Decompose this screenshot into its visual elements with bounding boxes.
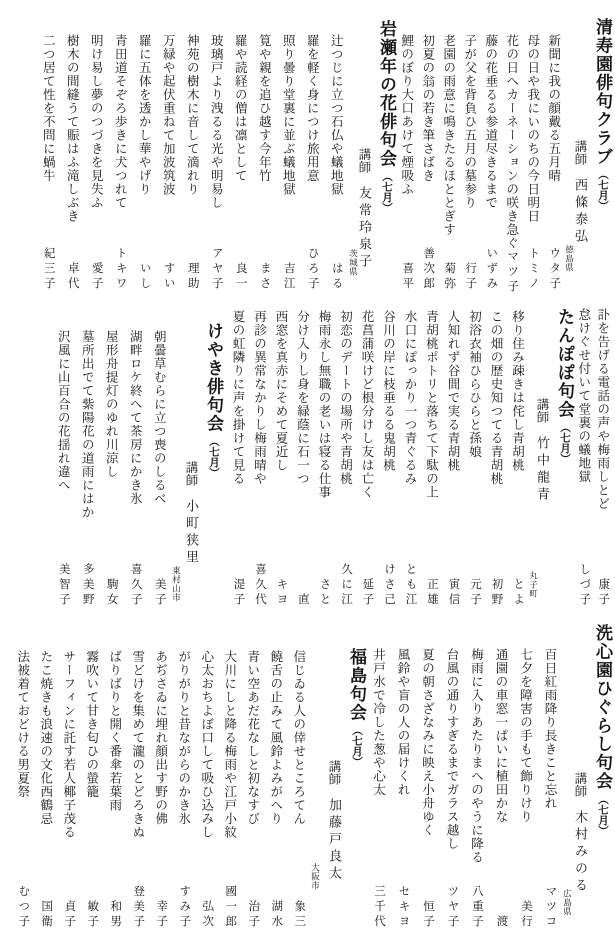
poem-text: 湖畔ロケ終へて茶房にかき氷 xyxy=(128,330,143,506)
poem-author: 湖水 xyxy=(270,900,283,930)
poem-column xyxy=(440,614,465,930)
poem-author: 多美野 xyxy=(81,563,94,608)
poem-column xyxy=(204,12,228,292)
poem-column xyxy=(51,296,75,608)
poem-author: マツ子 xyxy=(506,250,519,295)
section-title-group xyxy=(310,614,366,930)
poem-author: 初野 xyxy=(490,578,503,608)
poem-text: 沢風に山百合の花揺れ違へ xyxy=(56,330,71,492)
poem-text: 花の日へカーネーションの咲き急ぐ xyxy=(504,34,519,250)
poem-author: 恒子 xyxy=(422,900,434,930)
poem-column xyxy=(399,296,421,608)
poem-author: ひろ子 xyxy=(306,247,319,292)
section-title: 福島句会（七月） xyxy=(347,648,366,767)
poem-author: 理助 xyxy=(186,262,199,292)
poem-column xyxy=(543,12,564,292)
poem-text: 水口にぽっかり一つ青ぐるみ xyxy=(403,310,417,486)
month-label: （七月） xyxy=(597,793,608,836)
poem-column xyxy=(252,12,276,292)
section-title-group xyxy=(171,296,223,608)
poem-column xyxy=(75,296,99,608)
poem-column xyxy=(324,12,348,292)
poem-author: さと xyxy=(318,578,331,608)
poem-text: 井戸水で冷した葱や心太 xyxy=(371,648,386,797)
poem-text: 霧吹いて甘き匂ひの螢籠 xyxy=(84,650,99,799)
lecturer-line xyxy=(185,461,199,567)
poem-text: 万緑や起伏重ねて加波筑波 xyxy=(161,34,176,196)
section-fukushima xyxy=(11,614,366,930)
poem-author: 紀三子 xyxy=(42,247,55,292)
poem-column xyxy=(464,614,489,930)
poem-author: いし xyxy=(138,262,151,292)
poem-column xyxy=(459,12,480,292)
section-title-group xyxy=(348,12,396,292)
poem-author: 美子 xyxy=(153,578,166,608)
lecturer-line xyxy=(574,772,588,895)
poem-author: むつ子 xyxy=(17,885,30,930)
poem-text: がりがりと昔ながらのかき氷 xyxy=(176,650,191,826)
poem-text: 風鈴や盲の人の届けくれ xyxy=(396,648,410,797)
poem-column xyxy=(156,12,180,292)
poem-column xyxy=(180,12,204,292)
poem-author: 正雄 xyxy=(426,578,438,608)
poem-author: 貞子 xyxy=(63,900,76,930)
month-label: （七月） xyxy=(381,171,392,213)
poem-column xyxy=(218,614,241,930)
poem-column xyxy=(421,296,443,608)
poem-column xyxy=(132,12,156,292)
poem-column xyxy=(84,12,108,292)
poem-author: 菊弥 xyxy=(443,262,456,292)
region-label: 茨城県 xyxy=(348,249,359,276)
poem-text: 怠けぐせ付いて堂裏の蟻地獄 xyxy=(576,308,591,484)
poem-column xyxy=(36,12,60,292)
section-iwase-continued xyxy=(574,296,612,608)
poem-author: 卓代 xyxy=(66,262,79,292)
poem-column xyxy=(391,614,416,930)
lecturer-name: 加藤戸良太 xyxy=(327,798,342,883)
poem-text: 訃を告げる電話の声や梅雨しとど xyxy=(595,308,610,511)
region-label: 大阪市 xyxy=(310,863,321,890)
poem-text: 饒舌の止みて風鈴よみがへり xyxy=(268,650,283,826)
poem-text: 通園の車窓一ぱいに植田かな xyxy=(494,648,508,824)
poem-text: 梅雨に入りあたりまへのやうに降る xyxy=(469,648,484,864)
poem-column xyxy=(574,296,593,608)
poem-author: 八重子 xyxy=(471,885,483,930)
poem-author: すみ子 xyxy=(178,885,191,930)
poem-author: 弘次 xyxy=(201,900,214,930)
poem-author: 元子 xyxy=(469,578,481,608)
section-title: たんぽぽ句会（七月） xyxy=(555,308,574,464)
poem-column xyxy=(228,12,252,292)
poem-text: 夏の朝さざなみに映え小舟ゆく xyxy=(420,648,435,837)
poem-column xyxy=(103,614,126,930)
poem-text: たこ焼きも浪速の文化西鶴忌 xyxy=(38,650,53,826)
poem-author: マツコ xyxy=(544,885,557,930)
poem-column xyxy=(415,614,440,930)
poem-author: 三千代 xyxy=(373,885,385,930)
poem-text: 筧や親を追ひ越す今年竹 xyxy=(257,34,272,183)
poem-text: 信じゐる人の倖せところてん xyxy=(291,650,306,826)
poem-text: 谷川の岸に枝垂るる鬼胡桃 xyxy=(381,310,396,472)
poem-author: 敏子 xyxy=(86,900,99,930)
poem-text: 青い空あだ花なしと初なすび xyxy=(245,650,260,826)
poem-text: 初夏の翁の若き筆さばき xyxy=(420,34,435,183)
lecturer-label: 講師 xyxy=(184,461,198,486)
section-iwase xyxy=(36,12,396,292)
lecturer-label: 講師 xyxy=(573,140,587,165)
poem-column xyxy=(57,614,80,930)
lecturer-line xyxy=(358,148,372,271)
poem-column xyxy=(123,296,147,608)
poem-column xyxy=(335,296,357,608)
poem-author: 吉江 xyxy=(282,262,295,292)
poem-column xyxy=(442,296,464,608)
poem-author: 治子 xyxy=(247,900,260,930)
poem-column xyxy=(80,614,103,930)
poem-column xyxy=(396,12,417,292)
poem-author: キヨ xyxy=(275,578,288,608)
lecturer-name: 西條泰弘 xyxy=(573,178,588,246)
lecturer-line xyxy=(574,140,588,246)
poem-column xyxy=(513,614,538,930)
poem-author: 喜久子 xyxy=(129,563,142,608)
lecturer-label: 講師 xyxy=(535,398,549,423)
poem-text: 再診の異常なかりし梅雨晴や xyxy=(252,310,267,486)
poem-author: 康子 xyxy=(597,578,610,608)
poem-column xyxy=(276,12,300,292)
poem-column xyxy=(126,614,149,930)
poem-column xyxy=(464,296,486,608)
poem-text: 玻璃戸より洩るる光や明易し xyxy=(209,34,224,210)
poem-author: すい xyxy=(162,262,175,292)
poem-author: 直 xyxy=(297,593,309,608)
poem-text: 梅雨永し無職の老いは寝る仕事 xyxy=(317,310,331,499)
poem-author: 美行 xyxy=(520,900,532,930)
poem-text: 鯉のぼり大口あけて煙吸ふ xyxy=(399,34,414,196)
poem-text: 朝曇草むらに立つ喪のしるべ xyxy=(152,330,167,506)
poem-text: 羅に五体を透かし華やげり xyxy=(137,34,152,196)
poem-author: セキヨ xyxy=(397,885,410,930)
poem-text: 雪どけを集めて瀧のとどろきぬ xyxy=(130,650,145,839)
poem-text: ばりばりと開く番傘若葉雨 xyxy=(107,650,122,812)
section-title: 岩瀬年の花俳句会（七月） xyxy=(377,20,396,213)
poem-author: 駒女 xyxy=(105,578,118,608)
poem-column xyxy=(270,296,292,608)
poem-column xyxy=(417,12,438,292)
region-label: 徳島県 xyxy=(564,245,575,272)
poem-column xyxy=(195,614,218,930)
poem-author: 渡 xyxy=(495,915,508,930)
poem-text: 心太おちよぼ口して吸ひ込みし xyxy=(199,650,214,839)
section-tanpopo xyxy=(227,296,574,608)
poem-text: 明け易し夢のつづきを見失ふ xyxy=(89,34,104,210)
poem-author: 登美子 xyxy=(132,885,145,930)
poem-author: 延子 xyxy=(361,578,374,608)
poem-column xyxy=(300,12,324,292)
poem-column xyxy=(438,12,459,292)
band-middle xyxy=(3,296,612,608)
poem-author: トキワ xyxy=(114,247,127,292)
poem-text: 老園の雨意に鳴きたるほととぎす xyxy=(441,34,456,237)
poem-column xyxy=(287,614,310,930)
poem-column xyxy=(522,12,543,292)
section-title: けやき俳句会（七月） xyxy=(204,322,223,478)
poem-column xyxy=(34,614,57,930)
poem-text: 屋形舟提灯のゆれ川涼し xyxy=(104,330,119,479)
poem-column xyxy=(356,296,378,608)
poem-author: はる xyxy=(330,262,343,292)
poem-author: ツヤ子 xyxy=(446,885,459,930)
month-label: （七月） xyxy=(208,436,219,478)
poem-text: 神苑の樹木に音して滴れり xyxy=(185,34,200,196)
lecturer-label: 講師 xyxy=(573,772,587,797)
poem-author: 良一 xyxy=(234,262,247,292)
poem-column xyxy=(241,614,264,930)
lecturer-label: 講師 xyxy=(357,148,371,173)
poem-text: 照り曇り堂裏に並ぶ蟻地獄 xyxy=(281,34,296,196)
month-label: （七月） xyxy=(559,422,570,464)
poem-author: トミノ xyxy=(527,247,540,292)
poem-text: 二つ居て性を不問に蝸牛 xyxy=(41,34,56,183)
region-label: 丸子町 xyxy=(528,571,539,598)
poem-author: ウタ子 xyxy=(548,247,561,292)
poem-column xyxy=(149,614,172,930)
poem-text: 樹木の間縫うて賑はふ滝しぶき xyxy=(65,34,80,223)
poem-text: 新聞に我の顔戴る五月晴 xyxy=(546,34,561,183)
poem-author: 象三 xyxy=(293,900,306,930)
poem-text: サーフィンに託す若人椰子茂る xyxy=(61,650,76,839)
poem-column xyxy=(249,296,271,608)
section-title-group xyxy=(564,12,612,292)
poem-column xyxy=(507,296,529,608)
poem-column xyxy=(172,614,195,930)
band-bottom xyxy=(3,614,612,930)
lecturer-name: 友常玲泉子 xyxy=(357,186,372,271)
poem-text: 台風の通りすぎるまでガラス越し xyxy=(445,648,459,851)
poem-column xyxy=(227,296,249,608)
poem-column xyxy=(593,296,612,608)
poem-author: 幸子 xyxy=(155,900,168,930)
section-keyaki xyxy=(51,296,223,608)
poem-author: 寅信 xyxy=(447,578,460,608)
lecturer-label: 講師 xyxy=(327,760,341,785)
poem-column xyxy=(485,296,507,608)
poem-author: アヤ子 xyxy=(210,247,223,292)
poem-author: しづ子 xyxy=(578,563,591,608)
section-senshinen xyxy=(366,614,612,930)
section-title: 清寿園俳句クラブ（七月） xyxy=(593,18,612,211)
poem-column xyxy=(147,296,171,608)
poem-column xyxy=(501,12,522,295)
poem-text: 初浴衣袖ひらひらと孫娘 xyxy=(467,310,482,459)
lecturer-name: 竹中龍青 xyxy=(535,436,550,504)
poem-text: 七夕を障害の手もて飾りけり xyxy=(518,648,533,824)
poem-author: 喜久代 xyxy=(254,563,266,608)
poem-text: あぢさゐに埋れ顔出す野の佛 xyxy=(153,650,168,826)
poem-column xyxy=(11,614,34,930)
poem-text: 百日紅雨降り長きこと忘れ xyxy=(543,648,557,810)
poem-text: 分け入りし身を緑蔭に石一つ xyxy=(295,310,310,486)
section-title-group xyxy=(562,614,612,930)
lecturer-line xyxy=(536,398,550,504)
poem-author: まさ xyxy=(258,262,271,292)
poem-text: 大川にしと降る梅雨や江戸小紋 xyxy=(222,650,237,839)
poem-column xyxy=(264,614,287,930)
poem-text: 子が父を背負ひ五月の墓参り xyxy=(462,34,477,210)
poem-column xyxy=(99,296,123,608)
poem-text: 花菖蒲咲けど根分けし友は亡く xyxy=(360,310,374,499)
poem-author: 湜子 xyxy=(232,578,245,608)
poem-text: 青胡桃ポトリと落ちて下駄の上 xyxy=(424,310,439,499)
lecturer-name: 小町狭里 xyxy=(184,499,199,567)
poem-author: 美智子 xyxy=(57,563,70,608)
poem-column xyxy=(489,614,514,930)
section-kiyojuen xyxy=(396,12,612,295)
lecturer-line xyxy=(328,760,342,883)
poem-author: 喜平 xyxy=(401,262,414,292)
poem-text: 西窓を真赤にそめて夏近し xyxy=(274,310,288,472)
poem-column xyxy=(108,12,132,292)
band-top xyxy=(3,12,612,295)
poem-author: とも江 xyxy=(404,563,417,608)
poem-column xyxy=(292,296,314,608)
poem-text: 初恋のデートの場所や青胡桃 xyxy=(338,310,353,486)
poem-text: 人知れず谷間で実る青胡桃 xyxy=(446,310,460,472)
month-label: （七月） xyxy=(597,169,608,211)
poem-text: この畑の歴史知つてる青胡桃 xyxy=(489,310,503,486)
poem-text: 母の日や我にいのちの今日明日 xyxy=(525,34,540,223)
poem-text: 辻つじに立つ石仏や蟻地獄 xyxy=(329,34,344,196)
poem-author: 行子 xyxy=(464,262,477,292)
poem-column xyxy=(538,614,563,930)
poem-author: 国衛 xyxy=(40,900,53,930)
poem-author: 和男 xyxy=(109,900,122,930)
poem-text: 墓所出でて紫陽花の道雨にはか xyxy=(80,330,95,519)
poem-text: 法被着ておどける男夏祭 xyxy=(15,650,30,799)
region-label: 広島県 xyxy=(562,889,573,916)
poem-text: 藤の花垂るる参道尽きるまで xyxy=(483,34,498,210)
section-title: 洗心園ひぐらし句会（七月） xyxy=(593,624,612,836)
lecturer-name: 木村みのる xyxy=(573,810,588,895)
poem-author: 久に江 xyxy=(340,563,352,608)
section-title-group xyxy=(528,296,574,608)
poem-text: 夏の虹隣りに声を掛けて見る xyxy=(231,310,245,486)
poem-text: 羅や読経の僧は凛として xyxy=(233,34,248,183)
poem-author: とよ xyxy=(512,578,524,608)
poem-author: 愛子 xyxy=(90,262,103,292)
poem-text: 移り住み疎きは侘し青胡桃 xyxy=(510,310,525,472)
poem-column xyxy=(366,614,391,930)
poem-author: いずみ xyxy=(485,247,498,292)
poem-column xyxy=(378,296,400,608)
poem-text: 羅を軽く身につけ旅用意 xyxy=(305,34,320,183)
poem-column xyxy=(60,12,84,292)
month-label: （七月） xyxy=(351,725,362,767)
region-label: 東村山市 xyxy=(171,566,182,602)
poem-author: 國一郎 xyxy=(224,885,237,930)
poem-author: 善次郎 xyxy=(422,247,435,292)
poem-author: けさ己 xyxy=(383,563,395,608)
poem-column xyxy=(480,12,501,292)
poem-column xyxy=(313,296,335,608)
poem-text: 青田道そぞろ歩きに犬つれて xyxy=(113,34,128,210)
